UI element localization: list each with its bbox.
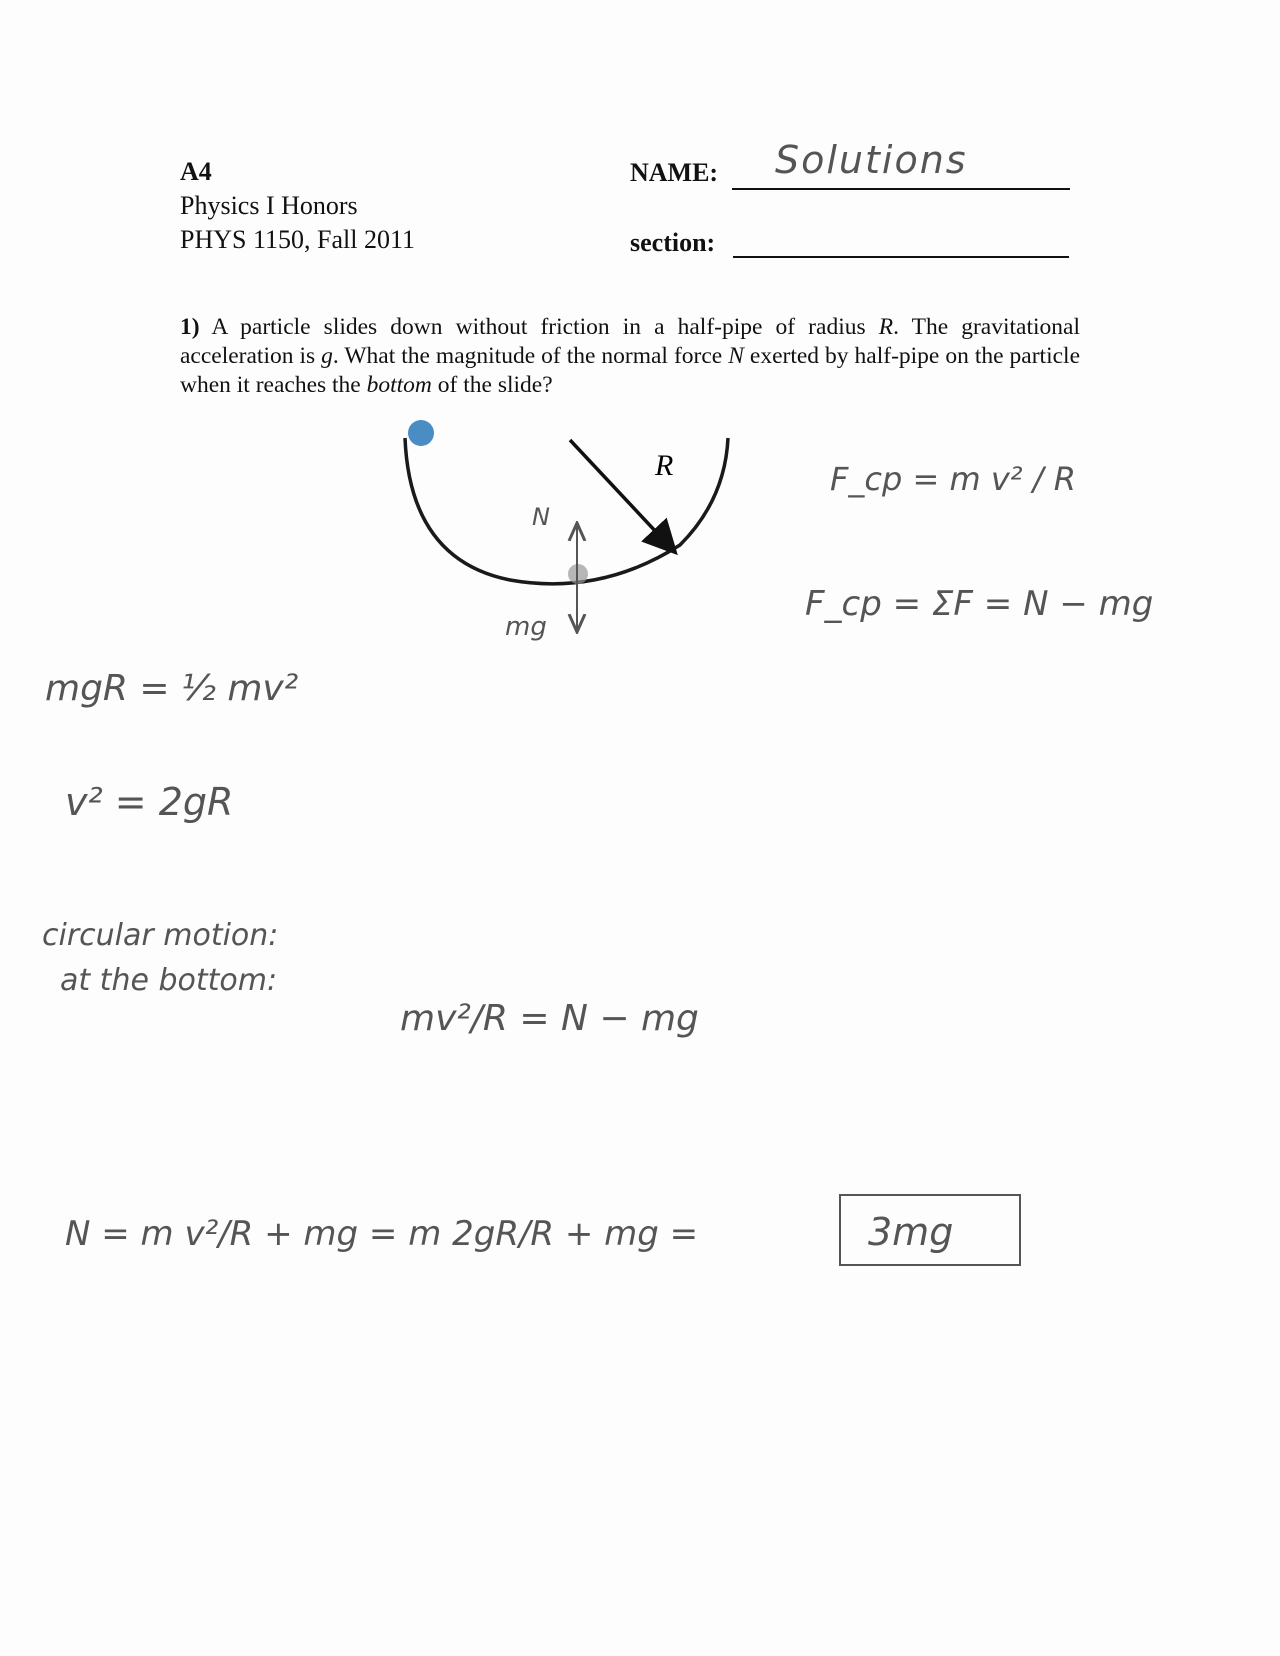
name-label: NAME: <box>630 158 719 187</box>
course-title: Physics I Honors <box>180 191 358 220</box>
question-var-n: N <box>728 343 744 369</box>
note-bottom-equation: mv²/R = N − mg <box>400 998 699 1039</box>
question-text: A particle slides down without friction in a half-pipe of radius <box>211 314 879 340</box>
question-var-g: g <box>321 343 333 369</box>
final-answer: 3mg <box>868 1210 954 1254</box>
question-text: exerted by half-pipe on the particle when it reaches the <box>180 343 1080 398</box>
note-final-derivation: N = m v²/R + mg = m 2gR/R + mg = <box>65 1214 699 1254</box>
particle-icon <box>408 420 434 446</box>
note-fcp-definition: F_cp = m v² / R <box>830 460 1076 498</box>
question-text: . What the magnitude of the normal force <box>332 343 729 369</box>
half-pipe-curve <box>405 438 728 584</box>
note-v-squared: v² = 2gR <box>65 780 234 824</box>
note-circular-motion: circular motion: <box>42 918 279 953</box>
course-term: PHYS 1150, Fall 2011 <box>180 225 415 254</box>
weight-force-label: mg <box>505 612 547 642</box>
section-label: section: <box>630 228 716 257</box>
question-text: . The gravitational acceleration is <box>180 314 1080 369</box>
note-fcp-sum: F_cp = ΣF = N − mg <box>805 584 1154 624</box>
question-var-r: R <box>878 314 894 340</box>
question-number: 1) <box>180 314 200 340</box>
radius-label: R <box>655 449 674 482</box>
note-at-bottom: at the bottom: <box>60 963 278 998</box>
normal-force-label: N <box>532 503 550 531</box>
note-energy: mgR = ½ mv² <box>45 668 299 709</box>
question-emphasis: bottom <box>366 372 432 398</box>
question-text: of the slide? <box>431 372 553 398</box>
exam-code: A4 <box>180 157 212 186</box>
name-value-handwritten: Solutions <box>775 138 968 182</box>
